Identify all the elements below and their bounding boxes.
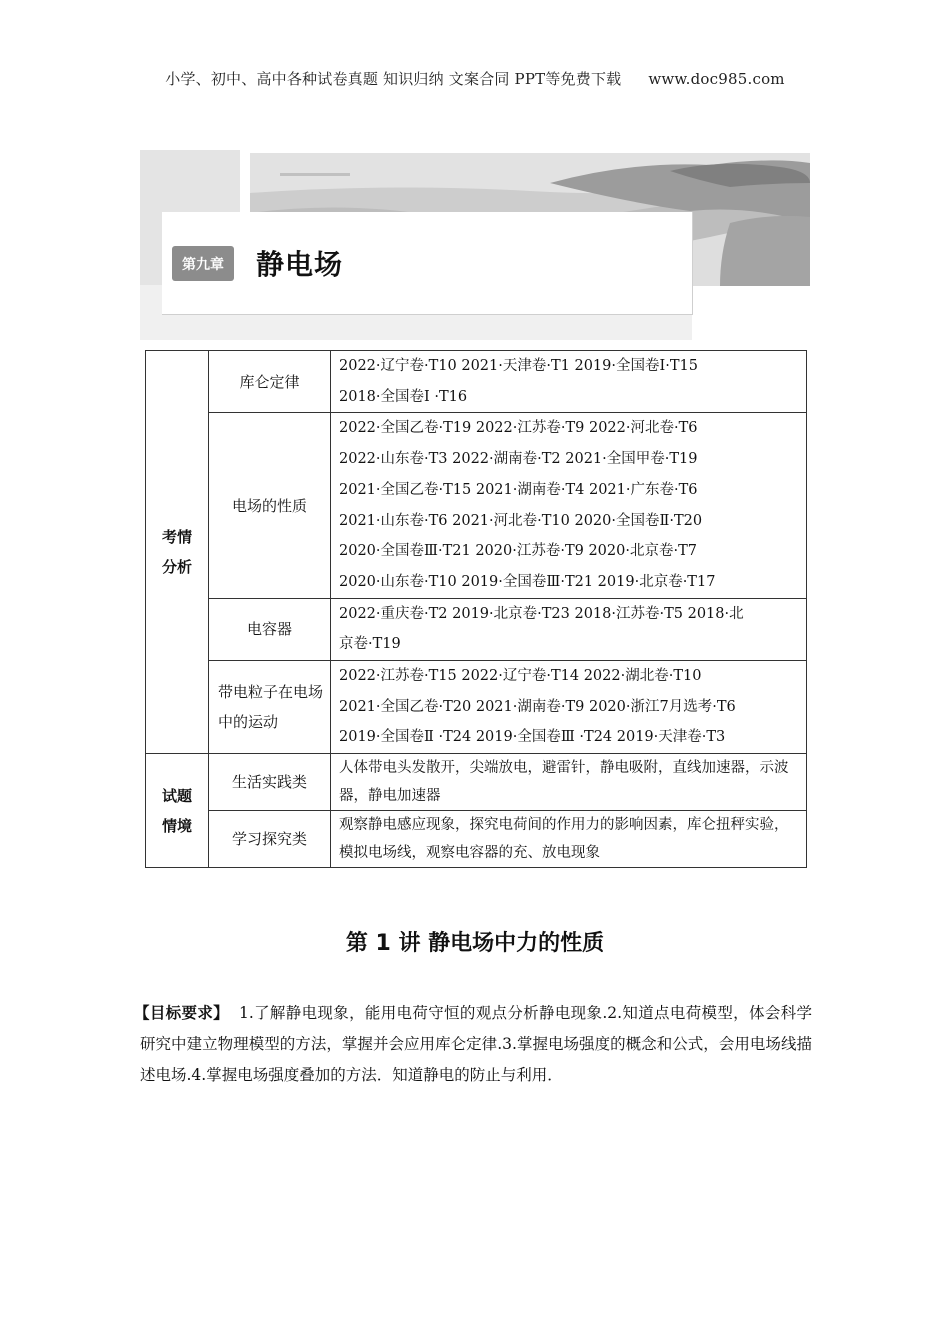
- topic-references: [331, 598, 807, 660]
- header-text: 小学、初中、高中各种试卷真题 知识归纳 文案合同 PPT等免费下载: [165, 70, 622, 88]
- topic-label: 电场的性质: [209, 413, 331, 598]
- reference-line: 2018·全国卷Ⅰ ·T16: [339, 388, 468, 405]
- scenario-description: 观察静电感应现象，探究电荷间的作用力的影响因素，库仑扭秤实验，模拟电场线，观察电容器的充、放电现象: [331, 811, 807, 868]
- table-row: [146, 598, 807, 660]
- topic-references: [331, 351, 807, 413]
- learning-goals: [134, 998, 812, 1091]
- reference-line: 2021·全国乙卷·T20 2021·湖南卷·T9 2020·浙江7月选考·T6: [339, 698, 736, 715]
- reference-line: 2022·重庆卷·T2 2019·北京卷·T23 2018·江苏卷·T5 2018·北: [339, 605, 744, 622]
- reference-line: 2022·江苏卷·T15 2022·辽宁卷·T14 2022·湖北卷·T10: [339, 668, 702, 685]
- reference-line: 2021·山东卷·T6 2021·河北卷·T10 2020·全国卷Ⅱ·T20: [339, 512, 703, 529]
- scenario-description: 人体带电头发散开，尖端放电，避雷针，静电吸附，直线加速器，示波器，静电加速器: [331, 754, 807, 811]
- topic-label: 电容器: [209, 598, 331, 660]
- topic-label: 库仑定律: [209, 351, 331, 413]
- chapter-badge: 第九章: [172, 246, 234, 281]
- group-label-scenario: 试题 情境: [146, 754, 209, 868]
- reference-line: 2022·辽宁卷·T10 2021·天津卷·T1 2019·全国卷Ⅰ·T15: [339, 358, 698, 374]
- topic-label: 学习探究类: [209, 811, 331, 868]
- goal-label: 【目标要求】: [134, 1004, 229, 1022]
- reference-line: 2022·全国乙卷·T19 2022·江苏卷·T9 2022·河北卷·T6: [339, 420, 698, 437]
- table-row: [146, 661, 807, 754]
- topic-references: [331, 661, 807, 754]
- chapter-banner: [140, 150, 810, 340]
- lecture-title: 第 1 讲 静电场中力的性质: [345, 931, 605, 956]
- chapter-title: 静电场: [256, 248, 344, 281]
- goal-text: 1.了解静电现象，能用电荷守恒的观点分析静电现象.2.知道点电荷模型，体会科学研究中建立物理模型的方法，掌握并会应用库仑定律.3.掌握电场强度的概念和公式，会用电场线描述电场.4.掌握电场强度叠加的方法．知道静电的防止与利用．: [140, 1004, 812, 1084]
- page-header: [0, 68, 950, 89]
- table-row: [146, 413, 807, 598]
- exam-analysis-table: [145, 350, 807, 868]
- table-row: [146, 351, 807, 413]
- reference-line: 京卷·T19: [339, 636, 401, 653]
- group-label-analysis: 考情 分析: [146, 351, 209, 754]
- table-row: [146, 811, 807, 868]
- topic-label: 生活实践类: [209, 754, 331, 811]
- reference-line: 2019·全国卷Ⅱ ·T24 2019·全国卷Ⅲ ·T24 2019·天津卷·T3: [339, 729, 726, 746]
- reference-line: 2020·全国卷Ⅲ·T21 2020·江苏卷·T9 2020·北京卷·T7: [339, 543, 697, 560]
- reference-line: 2020·山东卷·T10 2019·全国卷Ⅲ·T21 2019·北京卷·T17: [339, 573, 716, 590]
- header-site: www.doc985.com: [648, 70, 785, 88]
- topic-label: 带电粒子在电场中的运动: [209, 661, 331, 754]
- reference-line: 2022·山东卷·T3 2022·湖南卷·T2 2021·全国甲卷·T19: [339, 451, 698, 468]
- topic-references: [331, 413, 807, 598]
- table-row: [146, 754, 807, 811]
- reference-line: 2021·全国乙卷·T15 2021·湖南卷·T4 2021·广东卷·T6: [339, 481, 698, 498]
- banner-title-card: [162, 212, 693, 315]
